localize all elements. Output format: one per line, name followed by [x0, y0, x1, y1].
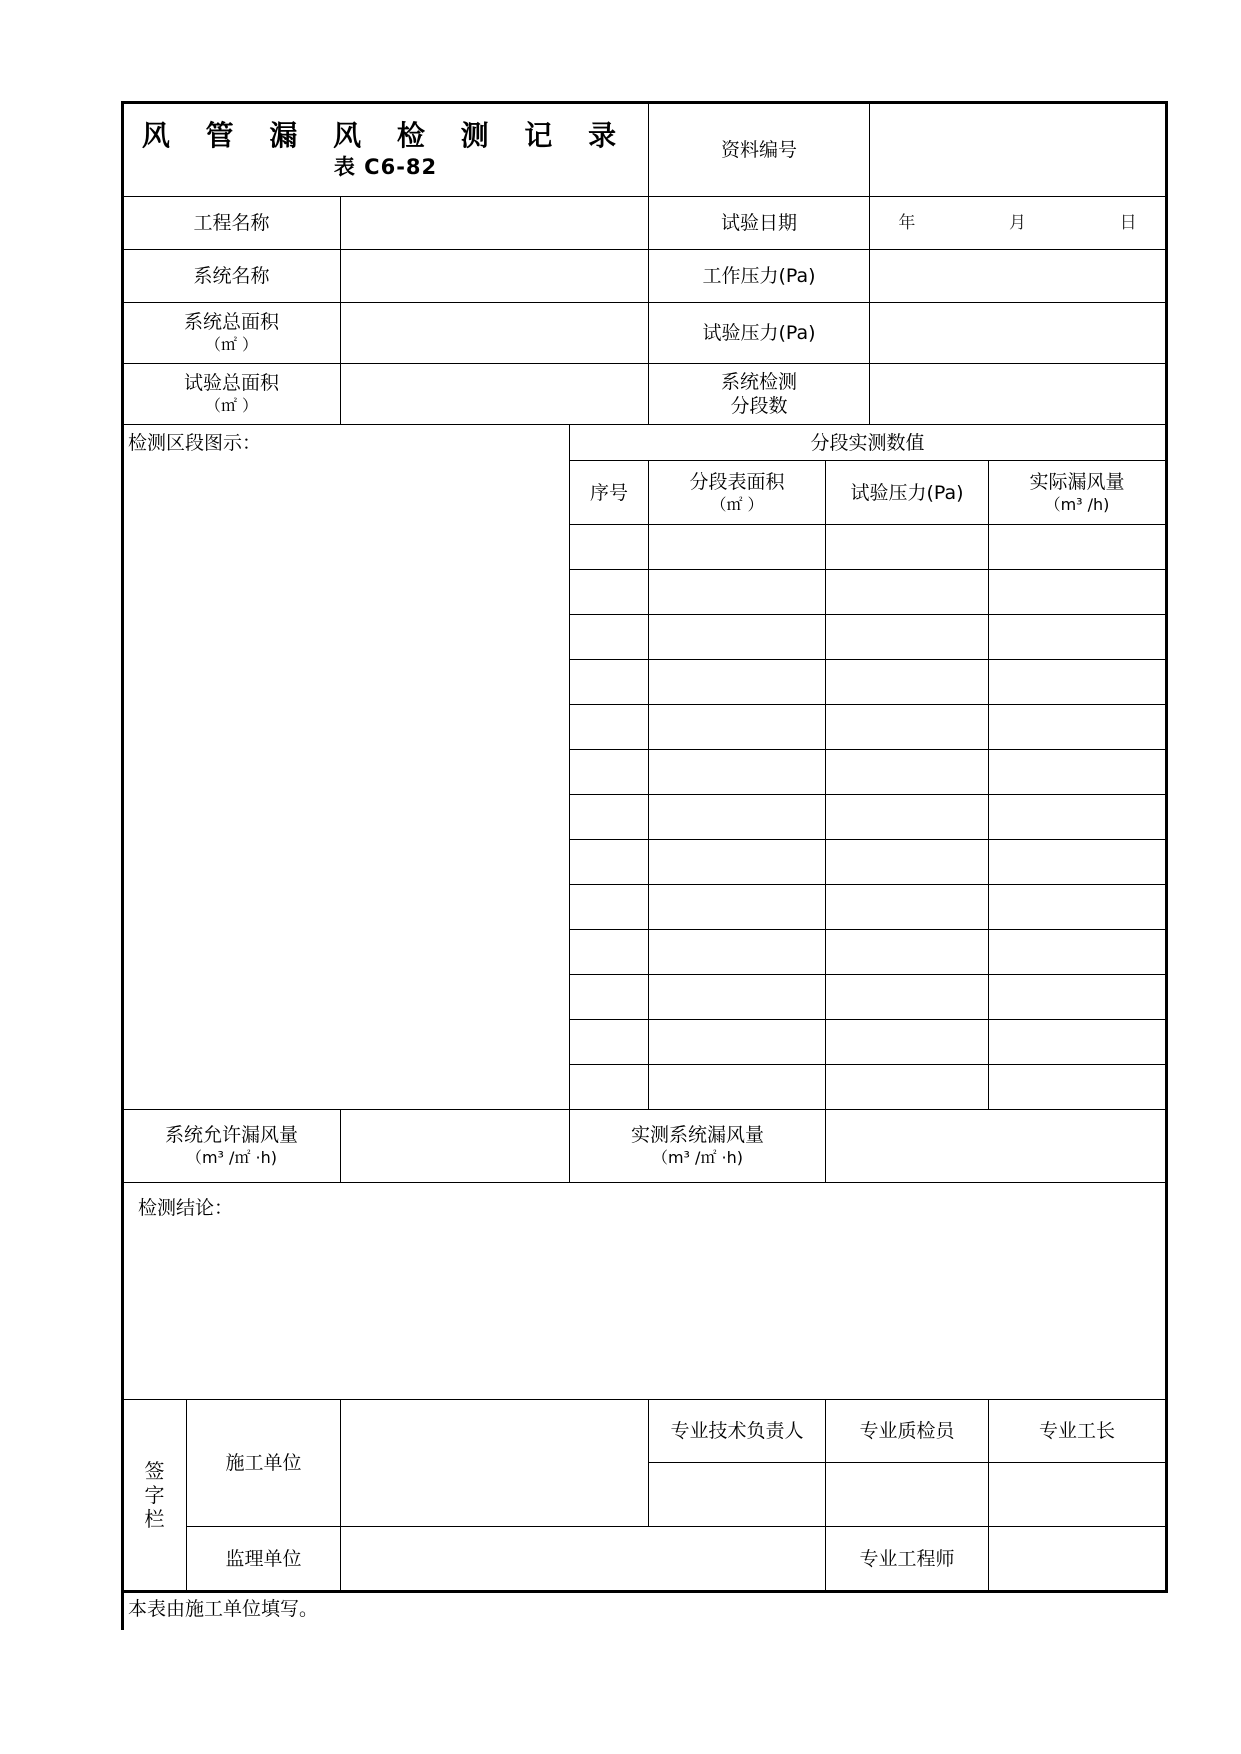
segment-leak-cell[interactable] [989, 525, 1165, 569]
segment-no-cell[interactable] [570, 1065, 648, 1109]
segment-table-heading: 分段实测数值 [810, 431, 925, 454]
segment-pressure-cell[interactable] [826, 525, 988, 569]
supervision-unit-label: 监理单位 [225, 1547, 302, 1570]
test-area-label: 试验总面积 [183, 372, 279, 394]
test-area-unit: （㎡ ） [204, 396, 259, 415]
border-bottom [121, 1590, 1168, 1593]
segment-leak-cell[interactable] [989, 750, 1165, 794]
segment-area-cell[interactable] [649, 795, 825, 839]
conclusion-label: 检测结论： [138, 1197, 234, 1219]
system-name-field[interactable] [341, 250, 648, 302]
segment-no-cell[interactable] [570, 885, 648, 929]
allowed-leak-unit: （m³ /㎡ ·h) [185, 1148, 278, 1167]
segment-no-cell[interactable] [570, 705, 648, 749]
measured-leak-label-block [570, 1110, 825, 1182]
footer-note: 本表由施工单位填写。 [128, 1598, 319, 1620]
border-right [1165, 101, 1168, 1593]
segment-leak-cell[interactable] [989, 795, 1165, 839]
col-header-area [649, 461, 825, 524]
segment-pressure-cell[interactable] [826, 1020, 988, 1064]
qc-inspector-label: 专业质检员 [859, 1420, 955, 1442]
segments-label-line1: 系统检测 [720, 371, 797, 393]
system-area-label-block [123, 303, 340, 363]
signature-column-text: 签字栏 [144, 1459, 165, 1531]
test-pressure-label: 试验压力(Pa) [702, 322, 816, 344]
col-header-leak [989, 461, 1165, 524]
engineer-label: 专业工程师 [859, 1547, 955, 1570]
segment-leak-cell[interactable] [989, 660, 1165, 704]
segment-no-cell[interactable] [570, 660, 648, 704]
segment-leak-cell[interactable] [989, 885, 1165, 929]
segment-no-cell[interactable] [570, 975, 648, 1019]
diagram-area[interactable] [124, 458, 568, 1108]
segment-leak-cell[interactable] [989, 975, 1165, 1019]
diagram-label: 检测区段图示： [128, 432, 262, 454]
system-area-unit: （㎡ ） [204, 335, 259, 354]
doc-no-field[interactable] [870, 103, 1165, 196]
col-area-unit: （㎡ ） [710, 494, 764, 514]
segment-area-cell[interactable] [649, 930, 825, 974]
project-name-label: 工程名称 [193, 212, 270, 234]
conclusion-field[interactable] [124, 1224, 1165, 1398]
work-pressure-field[interactable] [870, 250, 1165, 302]
segment-area-cell[interactable] [649, 615, 825, 659]
segment-leak-cell[interactable] [989, 930, 1165, 974]
foreman-signature-field[interactable] [989, 1463, 1165, 1526]
allowed-leak-label-block [123, 1110, 340, 1182]
segment-pressure-cell[interactable] [826, 570, 988, 614]
segment-area-cell[interactable] [649, 570, 825, 614]
construction-unit-label: 施工单位 [225, 1452, 302, 1474]
test-date-label: 试验日期 [720, 212, 797, 234]
segment-no-cell[interactable] [570, 525, 648, 569]
signature-column-label [123, 1400, 186, 1590]
segment-leak-cell[interactable] [989, 1065, 1165, 1109]
system-name-label: 系统名称 [193, 265, 270, 287]
system-area-field[interactable] [341, 303, 648, 363]
measured-leak-field[interactable] [826, 1110, 1165, 1182]
segment-no-cell[interactable] [570, 840, 648, 884]
segment-no-cell[interactable] [570, 615, 648, 659]
segment-leak-cell[interactable] [989, 1020, 1165, 1064]
segment-area-cell[interactable] [649, 705, 825, 749]
segment-pressure-cell[interactable] [826, 705, 988, 749]
col-header-pressure: 试验压力(Pa) [850, 481, 964, 504]
measured-leak-label: 实测系统漏风量 [630, 1124, 764, 1146]
segment-pressure-cell[interactable] [826, 840, 988, 884]
project-name-field[interactable] [341, 197, 648, 249]
segment-no-cell[interactable] [570, 570, 648, 614]
foreman-label: 专业工长 [1038, 1420, 1115, 1442]
col-leak-unit: （m³ /h) [1044, 494, 1110, 514]
segment-pressure-cell[interactable] [826, 1065, 988, 1109]
engineer-signature-field[interactable] [989, 1527, 1165, 1590]
allowed-leak-label: 系统允许漏风量 [164, 1124, 298, 1146]
tech-lead-signature-field[interactable] [649, 1463, 825, 1526]
work-pressure-label: 工作压力(Pa) [702, 265, 816, 287]
h-line [123, 1182, 1166, 1183]
col-header-no: 序号 [589, 481, 628, 504]
segment-leak-cell[interactable] [989, 840, 1165, 884]
segment-area-cell[interactable] [649, 1065, 825, 1109]
segments-label-line2: 分段数 [730, 395, 788, 417]
segment-no-cell[interactable] [570, 1020, 648, 1064]
segment-pressure-cell[interactable] [826, 660, 988, 704]
form-title: 风 管 漏 风 检 测 记 录 [141, 118, 630, 152]
segment-pressure-cell[interactable] [826, 750, 988, 794]
form-title-block [123, 103, 648, 196]
allowed-leak-field[interactable] [341, 1110, 569, 1182]
segments-field[interactable] [870, 364, 1165, 424]
segment-leak-cell[interactable] [989, 615, 1165, 659]
segment-area-cell[interactable] [649, 1020, 825, 1064]
segment-area-cell[interactable] [649, 660, 825, 704]
segment-pressure-cell[interactable] [826, 930, 988, 974]
segment-leak-cell[interactable] [989, 570, 1165, 614]
segment-pressure-cell[interactable] [826, 795, 988, 839]
form-code: 表 C6-82 [333, 154, 438, 179]
segment-area-cell[interactable] [649, 840, 825, 884]
segment-no-cell[interactable] [570, 930, 648, 974]
tech-lead-label: 专业技术负责人 [670, 1420, 804, 1442]
test-pressure-field[interactable] [870, 303, 1165, 363]
segment-no-cell[interactable] [570, 795, 648, 839]
construction-unit-field[interactable] [341, 1400, 648, 1526]
segment-pressure-cell[interactable] [826, 885, 988, 929]
col-leak-label: 实际漏风量 [1029, 470, 1125, 493]
doc-no-label: 资料编号 [720, 138, 797, 161]
segment-leak-cell[interactable] [989, 705, 1165, 749]
segment-pressure-cell[interactable] [826, 975, 988, 1019]
col-area-label: 分段表面积 [689, 470, 785, 493]
segment-area-cell[interactable] [649, 975, 825, 1019]
segments-label-block [649, 364, 869, 424]
qc-inspector-signature-field[interactable] [826, 1463, 988, 1526]
system-area-label: 系统总面积 [183, 311, 279, 333]
segment-no-cell[interactable] [570, 750, 648, 794]
segment-area-cell[interactable] [649, 525, 825, 569]
segment-area-cell[interactable] [649, 885, 825, 929]
segment-pressure-cell[interactable] [826, 615, 988, 659]
measured-leak-unit: （m³ /㎡ ·h) [651, 1148, 744, 1167]
test-date-field[interactable]: 年 月 日 [898, 213, 1137, 233]
segment-area-cell[interactable] [649, 750, 825, 794]
supervision-unit-field[interactable] [341, 1527, 825, 1590]
test-area-label-block [123, 364, 340, 424]
test-area-field[interactable] [341, 364, 648, 424]
